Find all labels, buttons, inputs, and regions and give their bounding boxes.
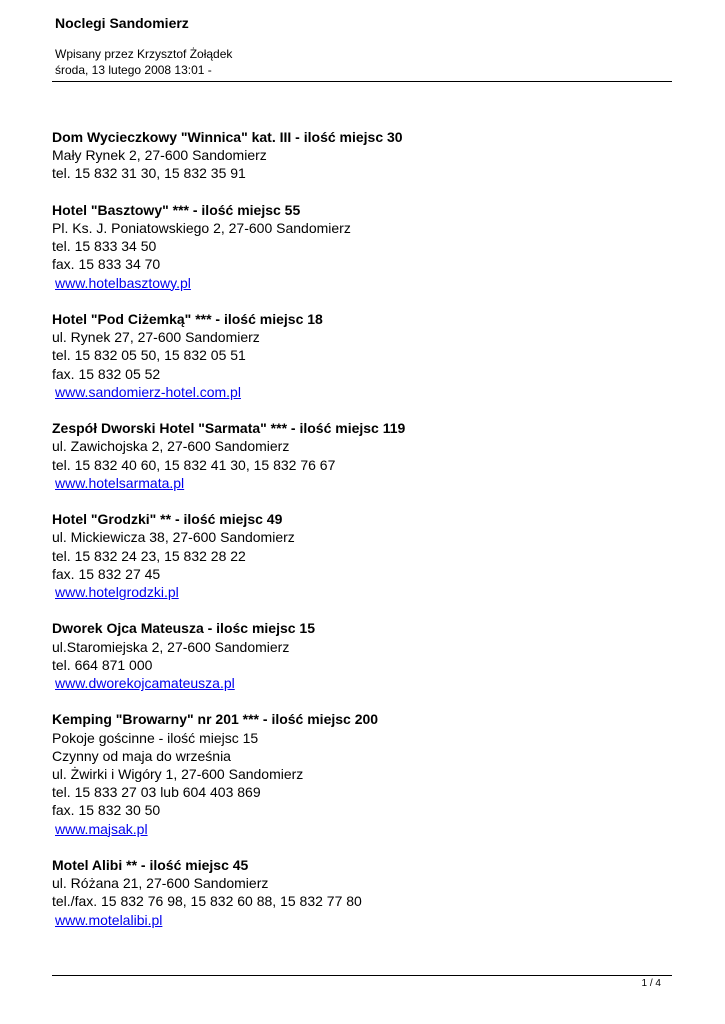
entry-title: Hotel "Grodzki" ** - ilość miejsc 49 (52, 511, 283, 528)
entry-detail-line: tel./fax. 15 832 76 98, 15 832 60 88, 15 832 77 80 (52, 893, 362, 910)
entry-detail-line: Pl. Ks. J. Poniatowskiego 2, 27-600 Sandomierz (52, 220, 351, 236)
entry-detail-line: ul. Mickiewicza 38, 27-600 Sandomierz (52, 529, 295, 546)
entry-detail-line: tel. 664 871 000 (52, 656, 153, 673)
website-link[interactable]: www.motelalibi.pl (55, 911, 163, 928)
entry-detail-line: fax. 15 832 05 52 (52, 365, 161, 382)
entry-detail-line: ul. Rynek 27, 27-600 Sandomierz (52, 329, 260, 346)
footer-divider (52, 975, 672, 976)
accommodation-entry (52, 128, 672, 183)
entry-title: Dom Wycieczkowy "Winnica" kat. III - ilość miejsc 30 (52, 129, 403, 145)
entry-link-row (52, 820, 672, 838)
entry-detail-line: tel. 15 832 31 30, 15 832 35 91 (52, 165, 246, 182)
accommodation-entry (52, 419, 672, 492)
entry-detail-line: Mały Rynek 2, 27-600 Sandomierz (52, 147, 267, 164)
entry-link-row (52, 474, 672, 492)
page-title: Noclegi Sandomierz (55, 15, 189, 31)
accommodation-list (52, 128, 672, 947)
entry-detail-line: tel. 15 832 24 23, 15 832 28 22 (52, 547, 246, 564)
date-line: środa, 13 lutego 2008 13:01 - (55, 63, 212, 77)
website-link[interactable]: www.majsak.pl (55, 820, 148, 837)
accommodation-entry (52, 201, 672, 292)
website-link[interactable]: www.hotelbasztowy.pl (55, 274, 191, 291)
entry-detail-line: fax. 15 832 27 45 (52, 565, 161, 582)
accommodation-entry (52, 710, 672, 837)
accommodation-entry (52, 619, 672, 692)
website-link[interactable]: www.sandomierz-hotel.com.pl (55, 383, 241, 400)
page-number: 1 / 4 (641, 978, 661, 989)
entry-title: Kemping "Browarny" nr 201 *** - ilość miejsc 200 (52, 711, 379, 728)
entry-link-row (52, 583, 672, 601)
entry-detail-line: Pokoje gościnne - ilość miejsc 15 (52, 729, 259, 746)
website-link[interactable]: www.dworekojcamateusza.pl (55, 675, 235, 692)
header-divider (52, 81, 672, 82)
entry-detail-line: Czynny od maja do września (52, 747, 231, 764)
accommodation-entry (52, 510, 672, 601)
website-link[interactable]: www.hotelgrodzki.pl (55, 584, 179, 601)
entry-link-row (52, 274, 672, 292)
author-line: Wpisany przez Krzysztof Żołądek (55, 47, 233, 61)
accommodation-entry (52, 310, 672, 401)
entry-detail-line: tel. 15 832 40 60, 15 832 41 30, 15 832 76 67 (52, 456, 336, 473)
entry-detail-line: fax. 15 833 34 70 (52, 256, 161, 273)
entry-detail-line: ul.Staromiejska 2, 27-600 Sandomierz (52, 638, 290, 655)
accommodation-entry (52, 856, 672, 929)
entry-detail-line: tel. 15 833 27 03 lub 604 403 869 (52, 784, 261, 801)
entry-detail-line: ul. Różana 21, 27-600 Sandomierz (52, 875, 269, 892)
entry-title: Motel Alibi ** - ilość miejsc 45 (52, 857, 249, 874)
entry-detail-line: ul. Zawichojska 2, 27-600 Sandomierz (52, 438, 290, 455)
entry-detail-line: tel. 15 832 05 50, 15 832 05 51 (52, 347, 246, 364)
entry-title: Hotel "Pod Ciżemką" *** - ilość miejsc 18 (52, 311, 323, 327)
entry-detail-line: ul. Żwirki i Wigóry 1, 27-600 Sandomierz (52, 766, 304, 783)
entry-link-row (52, 674, 672, 692)
website-link[interactable]: www.hotelsarmata.pl (55, 474, 185, 491)
entry-link-row (52, 383, 672, 401)
entry-title: Dworek Ojca Mateusza - ilośc miejsc 15 (52, 620, 316, 637)
entry-detail-line: tel. 15 833 34 50 (52, 238, 157, 255)
entry-detail-line: fax. 15 832 30 50 (52, 802, 161, 819)
article-meta (55, 46, 232, 78)
entry-link-row (52, 911, 672, 929)
entry-title: Zespół Dworski Hotel "Sarmata" *** - ilość miejsc 119 (52, 420, 406, 437)
entry-title: Hotel "Basztowy" *** - ilość miejsc 55 (52, 201, 301, 218)
